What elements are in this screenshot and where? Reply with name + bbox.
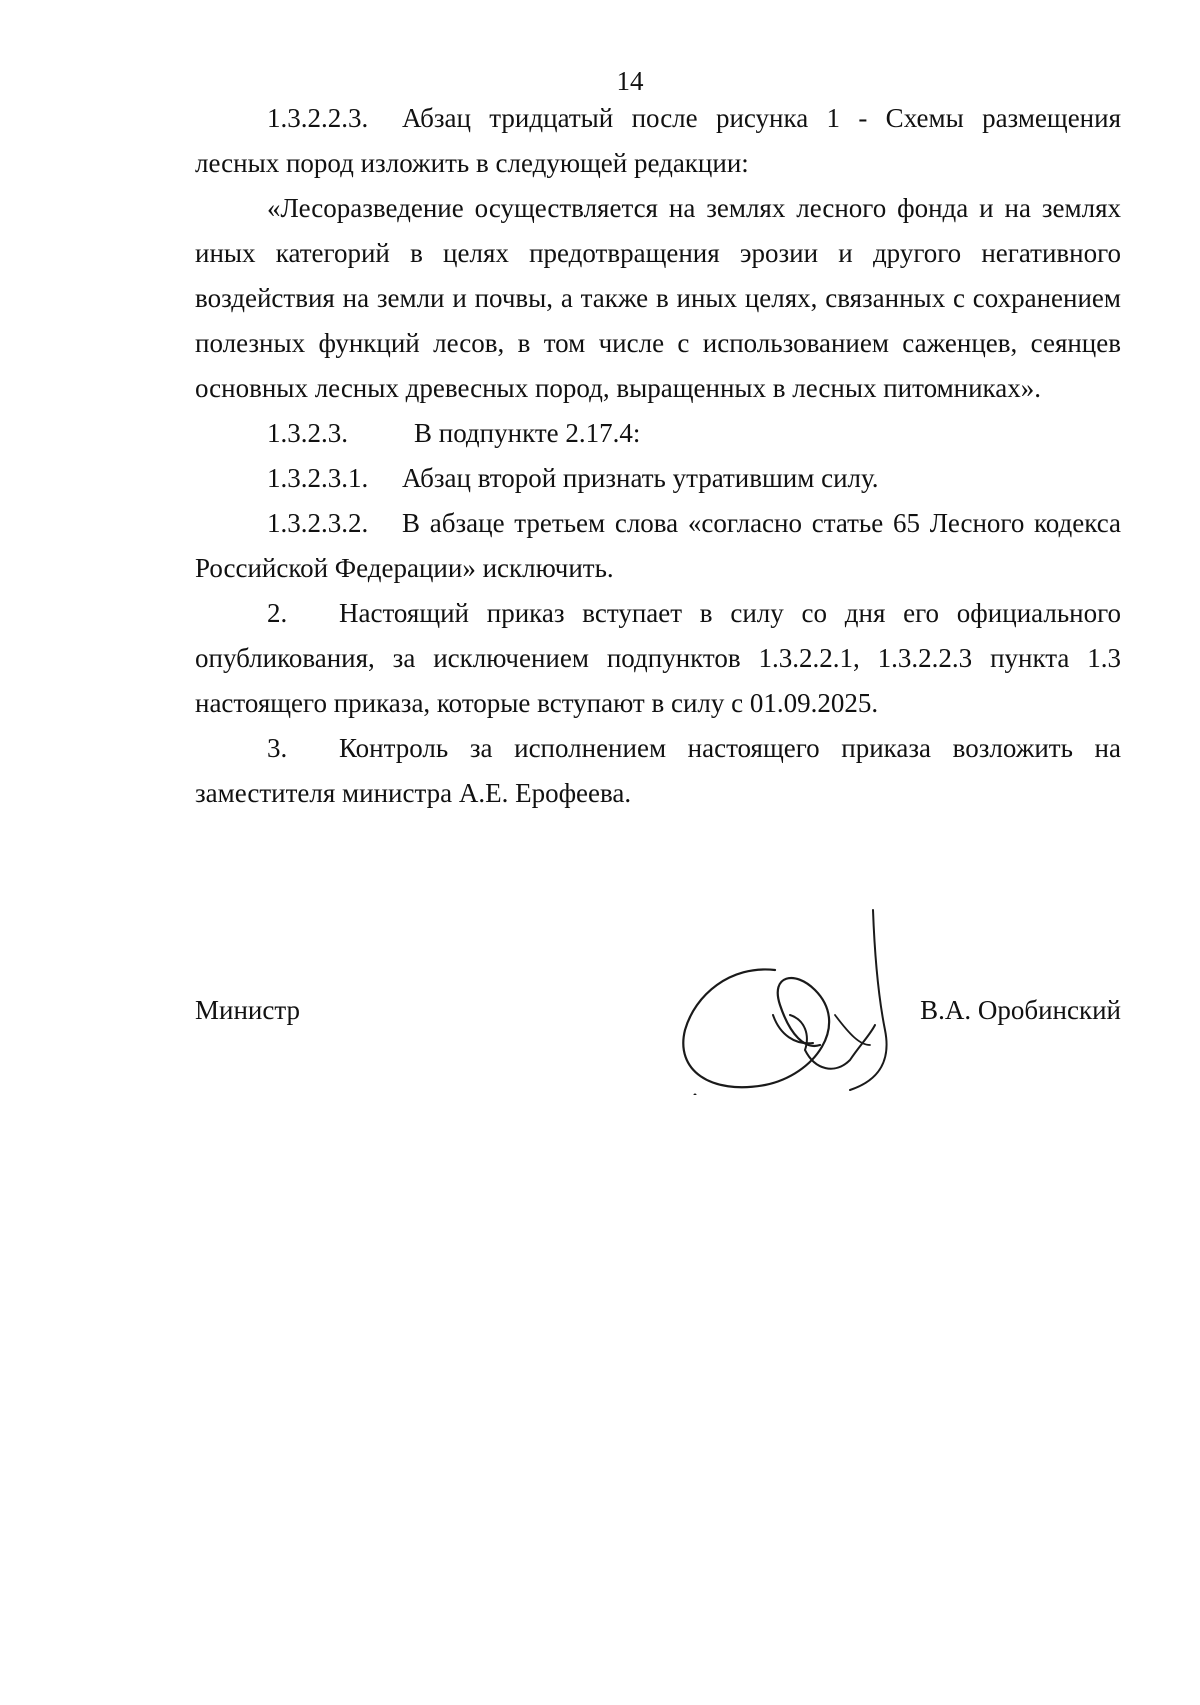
paragraph-text: Абзац тридцатый после рисунка 1 - Схемы размещения лесных пород изложить в следующей редакции: xyxy=(195,103,1121,178)
paragraph-text: Настоящий приказ вступает в силу со дня его официального опубликования, за исключением подпунктов 1.3.2.2.1, 1.3.2.2.3 пункта 1.3 настоящего приказа, которые вступают в силу с 01.09.2025. xyxy=(195,598,1121,718)
signatory-name: В.А. Оробинский xyxy=(920,995,1121,1025)
signatory-title: Министр xyxy=(195,995,300,1025)
paragraph-text: В подпункте 2.17.4: xyxy=(414,418,641,448)
paragraph-2 xyxy=(195,591,1121,726)
paragraph-quoted-text xyxy=(195,186,1121,411)
paragraph-text: В абзаце третьем слова «согласно статье 65 Лесного кодекса Российской Федерации» исключить. xyxy=(195,508,1121,583)
paragraph-text: Контроль за исполнением настоящего приказа возложить на заместителя министра А.Е. Ерофеева. xyxy=(195,733,1121,808)
paragraph-3 xyxy=(195,726,1121,816)
paragraph-1-3-2-2-3 xyxy=(195,96,1121,186)
paragraph-1-3-2-3-2 xyxy=(195,501,1121,591)
paragraph-text: Абзац второй признать утратившим силу. xyxy=(402,463,879,493)
paragraph-number: 3. xyxy=(267,733,288,763)
page-number: 14 xyxy=(616,66,644,96)
document-body xyxy=(195,96,1121,816)
paragraph-number: 1.3.2.3.2. xyxy=(267,508,369,538)
signature-block xyxy=(195,895,1121,1095)
handwritten-signature xyxy=(655,895,905,1095)
paragraph-number: 1.3.2.3.1. xyxy=(267,463,369,493)
paragraph-number: 2. xyxy=(267,598,288,628)
paragraph-1-3-2-3 xyxy=(195,411,1121,456)
paragraph-number: 1.3.2.2.3. xyxy=(267,103,369,133)
paragraph-text: «Лесоразведение осуществляется на землях лесного фонда и на землях иных категорий в целях предотвращения эрозии и другого негативного воздействия на земли и почвы, а также в иных целях, связанных с сохранением полезных функций лесов, в том числе с использованием саженцев, сеянцев основных лесных древесных пород, выращенных в лесных питомниках». xyxy=(195,193,1121,403)
paragraph-number: 1.3.2.3. xyxy=(267,418,348,448)
paragraph-1-3-2-3-1 xyxy=(195,456,1121,501)
